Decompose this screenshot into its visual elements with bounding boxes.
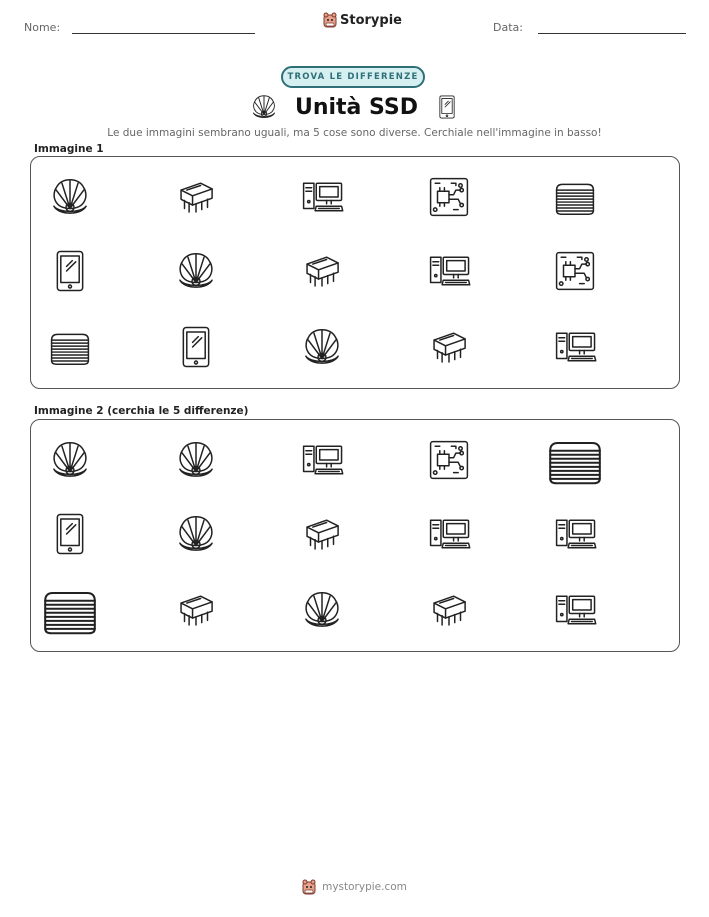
image1-shell-icon <box>288 313 356 381</box>
date-field[interactable] <box>538 33 686 34</box>
worksheet-type-badge: TROVA LE DIFFERENZE <box>281 66 425 88</box>
image1-computer-icon <box>415 237 483 305</box>
title-row <box>0 92 709 122</box>
image2-chip-icon[interactable] <box>288 500 356 568</box>
image2-shell-icon[interactable] <box>162 426 230 494</box>
brand-logo <box>323 12 402 28</box>
image1-label: Immagine 1 <box>34 143 104 155</box>
footer-url: mystorypie.com <box>322 881 407 893</box>
image2-computer-icon[interactable] <box>415 500 483 568</box>
shell-icon <box>249 92 279 122</box>
storypie-mascot-icon <box>323 12 337 28</box>
instructions: Le due immagini sembrano uguali, ma 5 cose sono diverse. Cerchiale nell'immagine in basso! <box>107 127 602 139</box>
image1-chip-icon <box>162 163 230 231</box>
image2-computer-icon[interactable] <box>541 576 609 644</box>
image1-panel <box>30 156 680 389</box>
footer <box>0 879 709 895</box>
tablet-icon <box>434 94 460 120</box>
image2-ssd-icon[interactable] <box>36 576 104 644</box>
image2-tablet-icon[interactable] <box>36 500 104 568</box>
image1-ssd-icon <box>36 313 104 381</box>
name-field[interactable] <box>72 33 255 34</box>
storypie-mascot-icon <box>302 879 316 895</box>
image2-shell-icon[interactable] <box>162 500 230 568</box>
image1-tablet-icon <box>162 313 230 381</box>
image2-computer-icon[interactable] <box>541 500 609 568</box>
image2-ssd-icon[interactable] <box>541 426 609 494</box>
image1-shell-icon <box>162 237 230 305</box>
brand-name: Storypie <box>340 12 402 28</box>
image2-panel[interactable] <box>30 419 680 652</box>
image1-chip-icon <box>415 313 483 381</box>
image1-circuit-icon <box>415 163 483 231</box>
image1-computer-icon <box>288 163 356 231</box>
name-label: Nome: <box>24 21 61 34</box>
image2-label: Immagine 2 (cerchia le 5 differenze) <box>34 405 249 417</box>
image2-circuit-icon[interactable] <box>415 426 483 494</box>
image1-circuit-icon <box>541 237 609 305</box>
date-label: Data: <box>493 21 523 34</box>
image2-computer-icon[interactable] <box>288 426 356 494</box>
image2-chip-icon[interactable] <box>162 576 230 644</box>
image1-ssd-icon <box>541 163 609 231</box>
page-title: Unità SSD <box>294 94 419 120</box>
image1-chip-icon <box>288 237 356 305</box>
image1-computer-icon <box>541 313 609 381</box>
image2-shell-icon[interactable] <box>36 426 104 494</box>
image2-shell-icon[interactable] <box>288 576 356 644</box>
image1-tablet-icon <box>36 237 104 305</box>
image2-chip-icon[interactable] <box>415 576 483 644</box>
image1-shell-icon <box>36 163 104 231</box>
